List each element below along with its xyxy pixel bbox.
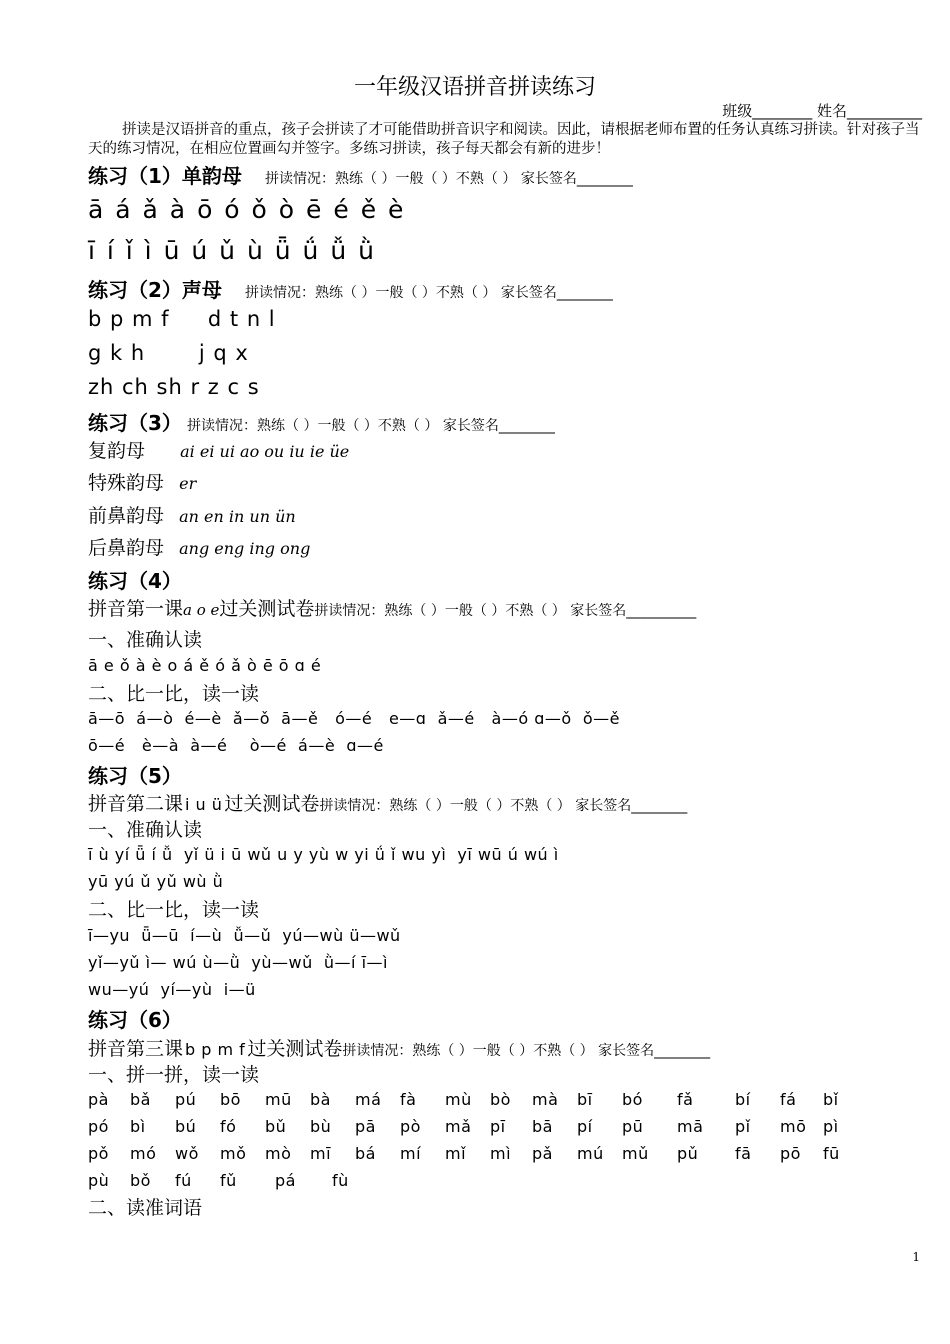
intro-paragraph: 拼读是汉语拼音的重点，孩子会拼读了才可能借助拼音识字和阅读。因此，请根据老师布置的任务认真练习拼读。针对孩子当天的练习情况，在相应位置画勾并签字。多练习拼读，孩子每天都会有新的进步！ — [88, 122, 920, 157]
exercise-4-heading: 练习（4） — [88, 569, 182, 593]
exercise-5-test-title — [88, 789, 930, 816]
exercise-1-status: 拼读情况：熟练（ ）一般（ ）不熟（ ） 家长签名________ — [265, 171, 633, 187]
exercise-5-section-2: 二、比一比，读一读 — [88, 899, 260, 921]
syllable: pǔ — [677, 1144, 699, 1163]
syllable: fǔ — [220, 1171, 237, 1190]
item-value: ang eng ing ong — [179, 539, 311, 558]
syllable: mí — [400, 1144, 422, 1163]
syllable: fǎ — [677, 1090, 694, 1109]
syllable: bǒ — [130, 1171, 151, 1190]
syllable: pú — [175, 1090, 197, 1109]
syllable: fá — [780, 1090, 797, 1109]
syllable: bá — [355, 1144, 376, 1163]
syllable: mù — [445, 1090, 472, 1109]
exercise-4-section-1-row: ā e ǒ à è o á ě ó ǎ ò ē ō ɑ é — [88, 656, 322, 675]
exercise-2-header — [88, 274, 930, 303]
syllable: bù — [310, 1117, 332, 1136]
syllable: wǒ — [175, 1144, 199, 1163]
test-suffix: 过关测试卷 — [219, 598, 315, 620]
syllable: pū — [622, 1117, 644, 1136]
exercise-3-header — [88, 407, 930, 436]
syllable: fó — [220, 1117, 237, 1136]
exercise-6-heading: 练习（6） — [88, 1008, 182, 1032]
item-value: er — [179, 474, 197, 493]
syllable: pā — [355, 1117, 376, 1136]
syllable: pí — [577, 1117, 593, 1136]
syllable: mǔ — [622, 1144, 649, 1163]
syllable: mū — [265, 1090, 292, 1109]
test-suffix: 过关测试卷 — [224, 793, 320, 815]
exercise-3-item-3 — [88, 501, 930, 528]
syllable: mì — [490, 1144, 512, 1163]
test-suffix: 过关测试卷 — [247, 1038, 343, 1060]
syllable: bà — [310, 1090, 331, 1109]
exercise-5-section-1-row-1: ī ù yí ǖ í ǚ yǐ ü i ū wǔ u y yù w yi ǘ ǐ wu yì yī wū ú wú ì — [88, 845, 559, 864]
syllable: bú — [175, 1117, 197, 1136]
exercise-4-status: 拼读情况：熟练（ ）一般（ ）不熟（ ） 家长签名__________ — [314, 603, 697, 619]
syllable: má — [355, 1090, 382, 1109]
exercise-6-section-2: 二、读准词语 — [88, 1197, 203, 1219]
exercise-5-section-2-row-2: yǐ—yǔ ì— wú ù—ǜ yù—wǔ ǜ—í ī—ì — [88, 953, 388, 972]
exercise-4-section-2: 二、比一比，读一读 — [88, 683, 260, 705]
syllable: pǎ — [532, 1144, 553, 1163]
test-letters: b p m f — [185, 1040, 246, 1059]
syllable: bǎ — [130, 1090, 151, 1109]
syllable: bī — [577, 1090, 593, 1109]
syllable: fū — [823, 1144, 840, 1163]
test-title: 拼音第一课 — [88, 598, 184, 620]
syllable: mā — [677, 1117, 704, 1136]
test-title: 拼音第三课 — [88, 1038, 184, 1060]
exercise-3-status: 拼读情况：熟练（ ）一般（ ）不熟（ ） 家长签名________ — [187, 418, 555, 434]
exercise-2-row-3: zh ch sh r z c s — [88, 375, 260, 399]
syllable: pà — [88, 1090, 109, 1109]
syllable: pī — [490, 1117, 506, 1136]
syllable: pǐ — [735, 1117, 751, 1136]
syllable: pǒ — [88, 1144, 109, 1163]
test-letters: i u ü — [185, 795, 223, 814]
exercise-4-section-1: 一、准确认读 — [88, 629, 203, 651]
exercise-1-heading: 练习（1）单韵母 — [88, 164, 242, 188]
syllable: pó — [88, 1117, 109, 1136]
syllable: bí — [735, 1090, 751, 1109]
test-letters: a o e — [183, 601, 220, 619]
syllable: bó — [622, 1090, 643, 1109]
class-name-field: 班级________ 姓名__________ — [722, 102, 922, 120]
syllable: bò — [490, 1090, 511, 1109]
exercise-4-section-2-row-2: ō—é è—à à—é ò—é á—è ɑ—é — [88, 736, 384, 755]
syllable: fù — [332, 1171, 349, 1190]
syllable: pì — [823, 1117, 839, 1136]
exercise-3-item-4 — [88, 533, 930, 560]
syllable: mī — [310, 1144, 332, 1163]
exercise-1-row-1: ā á ǎ à ō ó ǒ ò ē é ě è — [88, 195, 406, 224]
test-title: 拼音第二课 — [88, 793, 184, 815]
syllable: bā — [532, 1117, 553, 1136]
exercise-2-status: 拼读情况：熟练（ ）一般（ ）不熟（ ） 家长签名________ — [245, 285, 613, 301]
syllable: bō — [220, 1090, 241, 1109]
item-value: an en in un ün — [179, 507, 296, 526]
item-label: 特殊韵母 — [88, 472, 165, 494]
syllable: fā — [735, 1144, 752, 1163]
item-value: ai ei ui ao ou iu ie üe — [180, 442, 350, 461]
syllable: pá — [275, 1171, 296, 1190]
syllable: bì — [130, 1117, 146, 1136]
item-label: 前鼻韵母 — [88, 505, 165, 527]
syllable: pù — [88, 1171, 110, 1190]
syllable: pō — [780, 1144, 801, 1163]
item-label: 复韵母 — [88, 440, 146, 462]
syllable: bǔ — [265, 1117, 287, 1136]
item-label: 后鼻韵母 — [88, 537, 165, 559]
exercise-2-heading: 练习（2）声母 — [88, 278, 222, 302]
syllable: mǐ — [445, 1144, 467, 1163]
exercise-5-status: 拼读情况：熟练（ ）一般（ ）不熟（ ） 家长签名________ — [319, 798, 688, 814]
syllable: mà — [532, 1090, 559, 1109]
syllable: fà — [400, 1090, 417, 1109]
exercise-2-row-1: b p m f d t n l — [88, 307, 276, 331]
syllable: mō — [780, 1117, 807, 1136]
exercise-5-section-2-row-1: ī—yu ǖ—ū í—ù ǚ—ǔ yú—wù ü—wǔ — [88, 926, 401, 945]
syllable: fú — [175, 1171, 192, 1190]
syllable: mó — [130, 1144, 157, 1163]
exercise-3-heading: 练习（3） — [88, 411, 182, 435]
exercise-1-row-2: ī í ǐ ì ū ú ǔ ù ǖ ǘ ǚ ǜ — [88, 236, 376, 265]
syllable: mò — [265, 1144, 292, 1163]
syllable: pò — [400, 1117, 421, 1136]
exercise-5-section-1-row-2: yū yú ǔ yǔ wù ǜ — [88, 872, 224, 891]
page-title: 一年级汉语拼音拼读练习 — [353, 75, 596, 100]
exercise-4-test-title — [88, 594, 930, 621]
exercise-3-item-1 — [88, 436, 930, 463]
exercise-5-heading: 练习（5） — [88, 764, 182, 788]
exercise-6-section-1: 一、拼一拼，读一读 — [88, 1064, 260, 1086]
page-number: 1 — [912, 1250, 920, 1264]
exercise-3-item-2 — [88, 468, 930, 495]
syllable: mǒ — [220, 1144, 247, 1163]
exercise-1-header — [88, 160, 930, 189]
syllable: bǐ — [823, 1090, 839, 1109]
syllable: mǎ — [445, 1117, 472, 1136]
exercise-2-row-2: g k h j q x — [88, 341, 249, 365]
exercise-5-section-2-row-3: wu—yú yí—yù i—ü — [88, 980, 256, 999]
exercise-6-test-title — [88, 1034, 930, 1061]
exercise-6-status: 拼读情况：熟练（ ）一般（ ）不熟（ ） 家长签名________ — [342, 1043, 711, 1059]
syllable: mú — [577, 1144, 604, 1163]
exercise-4-section-2-row-1: ā—ō á—ò é—è ǎ—ǒ ā—ě ó—é e—ɑ ǎ—é à—ó ɑ—ǒ ǒ—ě — [88, 709, 620, 728]
exercise-5-section-1: 一、准确认读 — [88, 819, 203, 841]
